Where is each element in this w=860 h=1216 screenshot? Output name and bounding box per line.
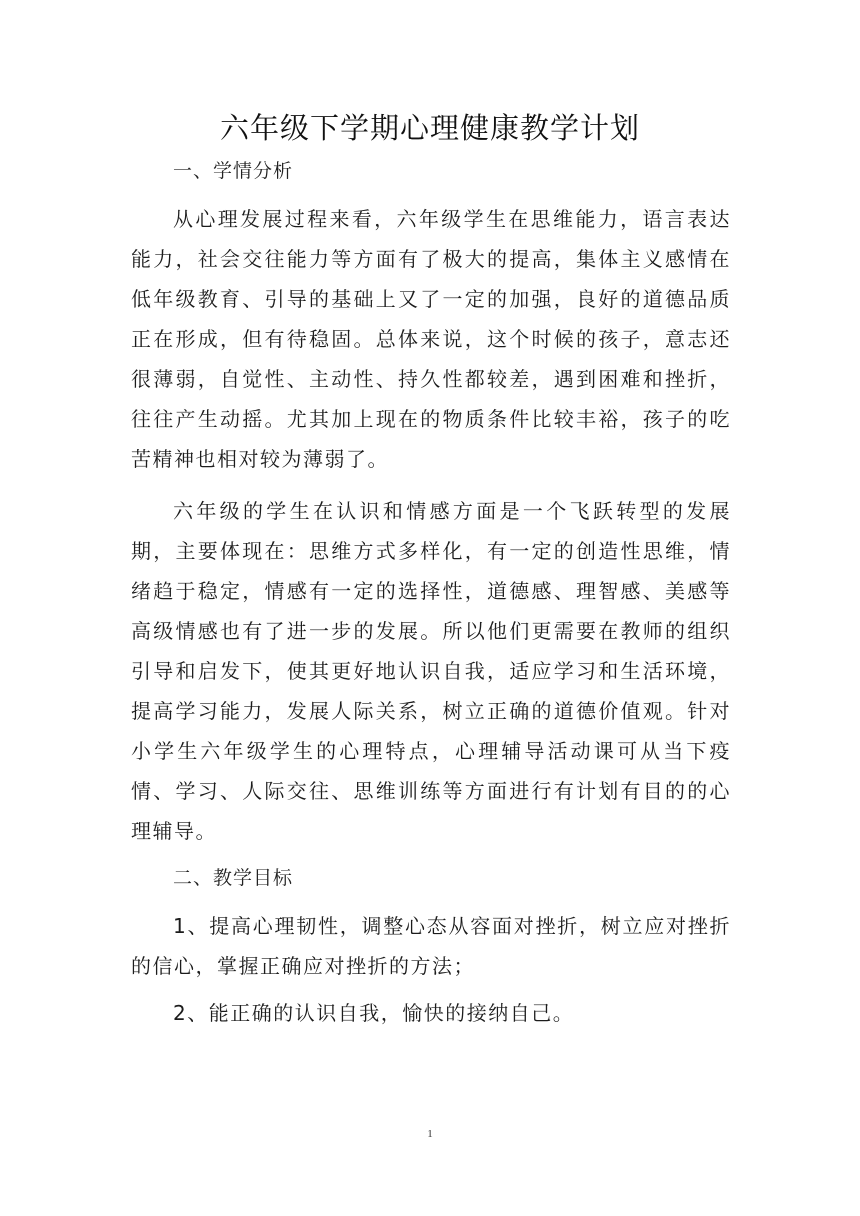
document-body [131,151,731,1033]
paragraph-analysis-2: 六年级的学生在认识和情感方面是一个飞跃转型的发展期，主要体现在：思维方式多样化，有一定的创造性思维，情绪趋于稳定，情感有一定的选择性，道德感、理智感、美感等高级情感也有了进一步的发展。所以他们更需要在教师的组织引导和启发下，使其更好地认识自我，适应学习和生活环境，提高学习能力，发展人际关系，树立正确的道德价值观。针对小学生六年级学生的心理特点，心理辅导活动课可从当下疫情、学习、人际交往、思维训练等方面进行有计划有目的的心理辅导。 [131,499,731,843]
page-number: 1 [427,1128,433,1140]
goal-item-2: 2、能正确的认识自我，愉快的接纳自己。 [173,1001,575,1025]
section-heading-analysis: 一、学情分析 [173,160,294,182]
paragraph-analysis-1: 从心理发展过程来看，六年级学生在思维能力，语言表达能力，社会交往能力等方面有了极大的提高，集体主义感情在低年级教育、引导的基础上又了一定的加强，良好的道德品质正在形成，但有待稳固。总体来说，这个时候的孩子，意志还很薄弱，自觉性、主动性、持久性都较差，遇到困难和挫折，往往产生动摇。尤其加上现在的物质条件比较丰裕，孩子的吃苦精神也相对较为薄弱了。 [131,207,731,471]
section-heading-goals: 二、教学目标 [173,867,294,889]
goal-item-1: 1、提高心理韧性，调整心态从容面对挫折，树立应对挫折的信心，掌握正确应对挫折的方法； [131,914,731,978]
document-title: 六年级下学期心理健康教学计划 [219,111,640,145]
